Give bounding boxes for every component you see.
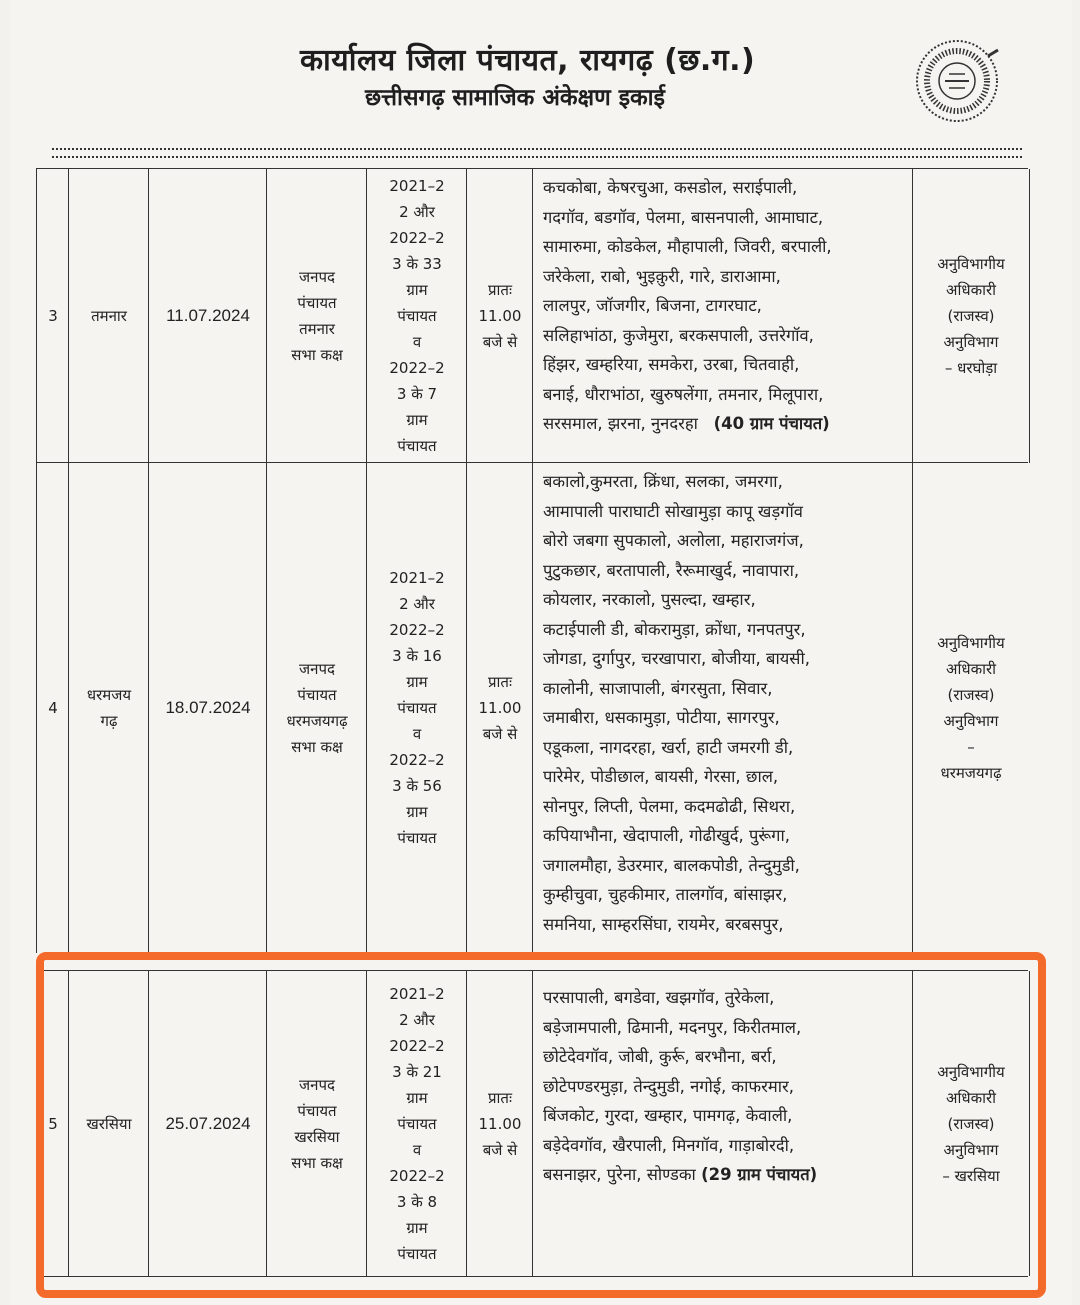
gp-total: (29 ग्राम पंचायत) (701, 1165, 818, 1184)
audit-line: 2022–2 (389, 751, 445, 769)
gp-line: जगालमौहा, डेउरमार, बालकपोडी, तेन्दुमुडी, (543, 855, 800, 875)
officer-line: धरमजयगढ़ (940, 764, 1002, 782)
time-line: बजे से (482, 1140, 518, 1159)
serial-number: 5 (48, 1114, 58, 1133)
gp-line: पारेमेर, पोडीछाल, बायसी, गेरसा, छाल, (543, 767, 779, 786)
time-line: 11.00 (478, 1114, 522, 1133)
officer-line: – (967, 738, 975, 756)
audit-line: 3 के 16 (392, 647, 442, 665)
date-cell (148, 169, 267, 463)
audit-line: 3 के 21 (392, 1063, 442, 1081)
audit-period-cell (366, 463, 467, 953)
officer-line: (राजस्व) (947, 1114, 995, 1133)
highlight-box (36, 952, 1046, 1298)
venue-cell (266, 169, 367, 463)
audit-line: 2022–2 (389, 1037, 445, 1055)
officer-line: (राजस्व) (947, 307, 995, 325)
time-line: प्रातः (487, 1088, 512, 1107)
time-line: 11.00 (478, 307, 522, 325)
table-row (36, 168, 1028, 463)
gram-panchayat-cell (532, 463, 913, 953)
gp-line: कोयलार, नरकालो, पुसल्दा, खम्हार, (543, 590, 756, 609)
gp-line: आमापाली पाराघाटी सोखामुड़ा कापू खड़गॉव (543, 501, 803, 521)
officer-line: अनुविभाग (943, 1140, 999, 1159)
venue-line: जनपद (299, 1075, 335, 1094)
gp-line: कालोनी, साजापाली, बंगरसुता, सिवार, (543, 678, 773, 698)
audit-line: 2 और (399, 203, 435, 221)
gp-line: कचकोबा, केषरचुआ, कसडोल, सराईपाली, (543, 178, 798, 197)
venue-line: पंचायत (297, 1101, 337, 1120)
gp-line: समनिया, साम्हरसिंघा, रायमेर, बरबसपुर, (543, 914, 784, 934)
venue-line: सभा कक्ष (291, 1153, 343, 1172)
gp-line: लालपुर, जॉजगीर, बिजना, टागरघाट, (543, 296, 762, 315)
audit-line: 3 के 33 (392, 255, 442, 273)
gp-line: जरेकेला, राबो, भुइक़ुरी, गारे, डाराआमा, (543, 266, 781, 286)
audit-line: 3 के 56 (392, 777, 442, 795)
venue-line: जनपद (299, 268, 335, 286)
gp-line: परसापाली, बगडेवा, खझगॉव, तुरेकेला, (543, 988, 775, 1007)
block-cell (68, 169, 149, 463)
venue-line: खरसिया (294, 1127, 340, 1146)
officer-line: अधिकारी (946, 1088, 996, 1107)
serial-cell (36, 169, 69, 463)
time-line: प्रातः (487, 281, 512, 299)
audit-line: व (412, 333, 422, 351)
officer-cell (912, 463, 1028, 953)
audit-line: पंचायत (397, 437, 437, 455)
time-text (467, 277, 533, 355)
office-title: कार्यालय जिला पंचायत, रायगढ़ (छ.ग.) (300, 43, 756, 78)
audit-line: 3 के 8 (396, 1193, 438, 1211)
audit-date: 18.07.2024 (165, 698, 251, 717)
header-divider (52, 148, 1022, 158)
venue-line: सभा कक्ष (291, 738, 343, 756)
time-line: प्रातः (487, 673, 512, 691)
gp-line: बनाई, धौराभांठा, खुरुषलेंगा, तमनार, मिलूपारा, (543, 384, 824, 404)
gp-line: गदगॉव, बडगॉव, पेलमा, बासनपाली, आमाघाट, (543, 207, 824, 227)
officer-line: अनुविभागीय (937, 634, 1005, 652)
gp-line: छोटेदेवगॉव, जोबी, कुर्रू, बरभौना, बर्रा, (543, 1047, 777, 1066)
gp-line: कुम्हीचुवा, चुहकीमार, तालगॉव, बांसाझर, (543, 885, 788, 904)
audit-line: 2022–2 (389, 1167, 445, 1185)
gp-line: बड़ेजामपाली, ढिमानी, मदनपुर, किरीतमाल, (543, 1017, 802, 1037)
gp-line: हिंझर, खम्हरिया, समकेरा, उरबा, चितवाही, (543, 355, 800, 374)
audit-line: 2 और (399, 1011, 435, 1029)
gp-total: (40 ग्राम पंचायत) (713, 414, 830, 433)
audit-line: पंचायत (397, 1245, 437, 1263)
audit-line: ग्राम (406, 411, 428, 429)
time-line: 11.00 (478, 699, 522, 717)
gp-line: कटाईपाली डी, बोकरामुड़ा, क्रोंधा, गनपतपुर, (543, 619, 806, 639)
audit-period-cell (366, 169, 467, 463)
serial-number: 4 (48, 699, 58, 717)
audit-date: 11.07.2024 (166, 306, 250, 325)
venue-cell (266, 463, 367, 953)
audit-line: ग्राम (406, 1219, 428, 1237)
block-line: धरमजय (86, 686, 132, 704)
audit-line: ग्राम (406, 1089, 428, 1107)
gp-line: कपियाभौना, खेदापाली, गोढीखुर्द, पुरूंगा, (543, 826, 790, 845)
officer-text (913, 630, 1028, 786)
gp-line: सलिहाभांठा, कुजेमुरा, बरकसपाली, उत्तरेगॉव, (543, 325, 814, 345)
audit-line: 3 के 7 (396, 385, 438, 403)
venue-line: सभा कक्ष (291, 346, 343, 364)
gp-line: पुटुकछार, बरतापाली, रैरूमाखुर्द, नावापारा, (543, 560, 800, 580)
office-subtitle: छत्तीसगढ़ सामाजिक अंकेक्षण इकाई (365, 85, 665, 111)
officer-line: (राजस्व) (947, 686, 995, 704)
gp-line: बोरो जबगा सुपकालो, अलोला, महाराजगंज, (543, 531, 804, 550)
officer-line: – खरसिया (942, 1166, 1000, 1185)
gp-line: सोनपुर, लिप्ती, पेलमा, कदमढोढी, सिथरा, (543, 796, 796, 816)
audit-line: ग्राम (406, 673, 428, 691)
gram-panchayat-list (543, 467, 907, 939)
audit-line: 2021–2 (389, 569, 445, 587)
venue-text (267, 656, 367, 760)
gp-line: बिंजकोट, गुरदा, खम्हार, पामगढ़, केवाली, (543, 1106, 793, 1125)
audit-line: 2022–2 (389, 621, 445, 639)
gram-panchayat-list (543, 173, 907, 439)
block-line: गढ़ (100, 712, 118, 730)
audit-line: ग्राम (406, 803, 428, 821)
block-cell (68, 463, 149, 953)
officer-line: अधिकारी (946, 660, 996, 678)
officer-line: अधिकारी (946, 281, 996, 299)
officer-line: – धरघोड़ा (944, 359, 998, 377)
audit-line: 2022–2 (389, 229, 445, 247)
time-cell (466, 169, 533, 463)
time-text (467, 669, 533, 747)
date-cell (148, 463, 267, 953)
venue-line: धरमजयगढ़ (286, 712, 348, 730)
venue-line: पंचायत (297, 686, 337, 704)
officer-line: अनुविभागीय (937, 1062, 1005, 1081)
audit-line: 2 और (399, 595, 435, 613)
audit-line: पंचायत (397, 307, 437, 325)
gram-panchayat-cell (532, 169, 913, 463)
audit-line: पंचायत (397, 1115, 437, 1133)
gp-line: सामारुमा, कोडकेल, मौहापाली, जिवरी, बरपाली, (543, 237, 832, 256)
audit-line: व (412, 1141, 422, 1159)
officer-line: अनुविभाग (943, 333, 999, 351)
table-row (36, 462, 1028, 953)
gp-line: बड़ेदेवगॉव, खैरपाली, मिनगॉव, गाड़ाबोरदी, (543, 1135, 795, 1155)
gp-line: बकालो,कुमरता, क्रिंधा, सलका, जमरगा, (543, 472, 783, 491)
audit-line: व (412, 725, 422, 743)
audit-date: 25.07.2024 (165, 1113, 251, 1133)
venue-line: पंचायत (297, 294, 337, 312)
time-line: बजे से (482, 725, 518, 743)
gp-line: छोटेपण्डरमुड़ा, तेन्दुमुडी, नगोई, काफरमार, (543, 1076, 794, 1096)
audit-line: 2021–2 (389, 177, 445, 195)
gp-line: एडूकला, नागदरहा, खर्रा, हाटी जमरगी डी, (543, 737, 794, 757)
block-name (69, 682, 149, 734)
venue-line: जनपद (299, 660, 335, 678)
social-audit-seal-icon (908, 38, 1006, 124)
officer-line: अनुविभाग (943, 712, 999, 730)
time-line: बजे से (482, 333, 518, 351)
gp-names: सरसमाल, झरना, नुनदरहा (543, 414, 698, 433)
gp-line: जमाबीरा, धसकामुड़ा, पोटीया, सागरपुर, (543, 708, 780, 727)
venue-text (267, 264, 367, 368)
gp-line: जोगडा, दुर्गापुर, चरखापारा, बोजीया, बायसी, (543, 649, 810, 668)
time-cell (466, 463, 533, 953)
gp-line-last (543, 409, 907, 439)
serial-cell (36, 463, 69, 953)
officer-line: अनुविभागीय (937, 255, 1005, 273)
audit-line: पंचायत (397, 699, 437, 717)
block-name: तमनार (91, 307, 127, 325)
officer-cell (912, 169, 1030, 463)
audit-line: 2021–2 (389, 985, 445, 1003)
audit-line: ग्राम (406, 281, 428, 299)
serial-number: 3 (48, 307, 58, 325)
audit-period-text (367, 173, 467, 459)
audit-line: पंचायत (397, 829, 437, 847)
block-name: खरसिया (86, 1114, 132, 1133)
officer-text (913, 251, 1029, 381)
audit-line: 2022–2 (389, 359, 445, 377)
venue-line: तमनार (299, 320, 335, 338)
gp-names: बसनाझर, पुरेना, सोण्डका (543, 1165, 696, 1184)
audit-period-text (367, 565, 467, 851)
